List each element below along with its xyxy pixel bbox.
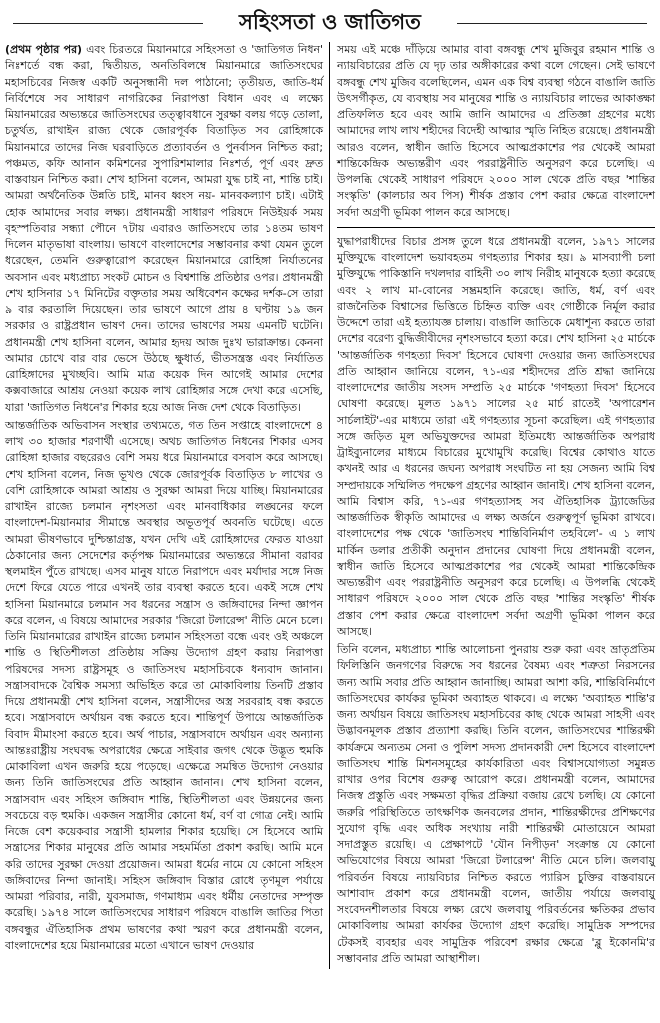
right-paragraph-1: সময় এই মঞ্চে দাঁড়িয়ে আমার বাবা বঙ্গবন্ধু শেখ মুজিবুর রহমান শান্তি ও ন্যায়বিচারের প্রতি যে দৃঢ় তার অঙ্গীকারের কথা বলে গেছেন। সেই ভাষণে বঙ্গবন্ধু শেখ মুজিব বলেছিলেন, এমন এক বিশ্ব ব্যবস্থা গঠনে বাঙালি জাতি উৎসর্গীকৃত, যে ব্যবস্থায় সব মানুষের শান্তি ও ন্যায়বিচার লাভের আকাঙ্ক্ষা প্রতিফলিত হবে এবং আমি জানি আমাদের এ প্রতিজ্ঞা গ্রহণের মধ্যে আমাদের লাখ লাখ শহীদের বিদেহী আত্মার স্মৃতি নিহিত রয়েছে। প্রধানমন্ত্রী আরও বলেন, স্বাধীন জাতি হিসেবে আত্মপ্রকাশের পর থেকেই আমরা শান্তিকেন্দ্রিক অভ্যন্তরীণ এবং পররাষ্ট্রনীতি অনুসরণ করে চলেছি। এ উপলব্ধি থেকেই সাধারণ পরিষদে ২০০০ সাল থেকে প্রতি বছর 'শান্তির সংস্কৃতি' (কালচার অব পিস) শীর্ষক প্রস্তাব পেশ করার ক্ষেত্রে বাংলাদেশ সর্বদা অগ্রণী ভূমিকা পালন করে আসছে।: [337, 43, 655, 219]
headline-rule-left: [13, 23, 203, 24]
continued-from-label: (প্রথম পৃষ্ঠার পর): [5, 43, 83, 56]
left-paragraph-1: [5, 42, 323, 416]
right-column: [337, 42, 655, 969]
left-paragraph-1-text: এবং চিরতরে মিয়ানমারে সহিংসতা ও 'জাতিগত নিধন' নিঃশর্তে বন্ধ করা, দ্বিতীয়ত, অনতিবিলম্বে মিয়ানমারে জাতিসংঘের মহাসচিবের নিজস্ব একটি অনুসন্ধানী দল পাঠানো; তৃতীয়ত, জাতি-ধর্ম নির্বিশেষে সব সাধারণ নাগরিকের নিরাপত্তা বিধান এবং এ লক্ষ্যে মিয়ানমারের অভ্যন্তরে জাতিসংঘের তত্ত্বাবধানে সুরক্ষা বলয় গড়ে তোলা, চতুর্থত, রাখাইন রাজ্য থেকে জোরপূর্বক বিতাড়িত সব রোহিঙ্গাকে মিয়ানমারে তাদের নিজ ঘরবাড়িতে প্রত্যাবর্তন ও পুনর্বাসন নিশ্চিত করা; পঞ্চমত, কফি আনান কমিশনের সুপারিশমালার নিঃশর্ত, পূর্ণ এবং দ্রুত বাস্তবায়ন নিশ্চিত করা। শেখ হাসিনা বলেন, আমরা যুদ্ধ চাই না, শান্তি চাই। আমরা অর্থনৈতিক উন্নতি চাই, মানব ধ্বংস নয়- মানবকল্যাণ চাই। এটাই হোক আমাদের সবার লক্ষ্য। প্রধানমন্ত্রী সাধারণ পরিষদে নিউইয়র্ক সময় বৃহস্পতিবার সন্ধ্যা পৌনে ৭টায় এবারও জাতিসংঘে তার ১৪তম ভাষণ দিলেন মাতৃভাষা বাংলায়। ভাষণে বাংলাদেশের সম্ভাবনার কথা যেমন তুলে ধরেছেন, তেমনি গুরুত্বারোপ করেছেন মিয়ানমারে রোহিঙ্গা নির্যাতনের অবসান এবং মধ্যপ্রাচ্য সংকট মোচন ও বিশ্বশান্তি প্রতিষ্ঠার ওপর। প্রধানমন্ত্রী শেখ হাসিনার ১৭ মিনিটের বক্তৃতার সময় অধিবেশন কক্ষের দর্শক-সে তারা ৯ বার করতালি দিয়েছেন। তার ভাষণে আগে প্রায় ৪ ঘণ্টায় ১৯ জন সরকার ও রাষ্ট্রপ্রধান ভাষণ দেন। তাদের ভাষণের সময় এমনটি ঘটেনি। প্রধানমন্ত্রী শেখ হাসিনা বলেন, আমার হৃদয় আজ দুঃখ ভারাক্রান্ত। কেননা আমার চোখে বার বার ভেসে উঠছে ক্ষুধার্ত, ভীতসন্ত্রস্ত এবং নির্যাতিত রোহিঙ্গাদের মুখচ্ছবি। আমি মাত্র কয়েক দিন আগেই আমার দেশের কক্সবাজারে আশ্রয় নেওয়া কয়েক লাখ রোহিঙ্গার সঙ্গে দেখা করে এসেছি, যারা 'জাতিগত নিধনে'র শিকার হয়ে আজ নিজ দেশ থেকে বিতাড়িত।: [5, 43, 323, 414]
headline-rule-right: [457, 23, 647, 24]
left-paragraph-2: আন্তর্জাতিক অভিবাসন সংস্থার তথ্যমতে, গত তিন সপ্তাহে বাংলাদেশে ৪ লাখ ৩০ হাজার শরণার্থী এসেছে। অথচ জাতিগত নিধনের শিকার এসব রোহিঙ্গা হাজার বছরেরও বেশি সময় ধরে মিয়ানমারে বসবাস করে আসছে। শেখ হাসিনা বলেন, নিজ ভূখণ্ড থেকে জোরপূর্বক বিতাড়িত ৮ লাখের ও বেশি রোহিঙ্গাকে আমরা আশ্রয় ও সুরক্ষা আমরা দিয়ে যাচ্ছি। মিয়ানমারের রাখাইন রাজ্যে চলমান নৃশংসতা এবং মানবাধিকার লঙ্ঘনের ফলে বাংলাদেশ-মিয়ানমার সীমান্তে অবস্থার অভূতপূর্ব অবনতি ঘটেছে। এতে আমরা ভীষণভাবে দুশ্চিন্তাগ্রস্ত, যখন দেখি এই রোহিঙ্গাদের ফেরত যাওয়া ঠেকানোর জন্য সেদেশের কর্তৃপক্ষ মিয়ানমারের অভ্যন্তরে সীমানা বরাবর স্থলমাইন পুঁতে রাখছে। এসব মানুষ যাতে নিরাপদে এবং মর্যাদার সঙ্গে নিজ দেশে ফিরে যেতে পারে এখনই তার ব্যবস্থা করতে হবে। একই সঙ্গে শেখ হাসিনা মিয়ানমারে চলমান সব ধরনের সন্ত্রাস ও জঙ্গিবাদের নিন্দা জ্ঞাপন করে বলেন, এ বিষয়ে আমাদের সরকার 'জিরো টলারেন্স' নীতি মেনে চলে। তিনি মিয়ানমারের রাখাইন রাজ্যে চলমান সহিংসতা বন্ধে এবং ওই অঞ্চলে শান্তি ও স্থিতিশীলতা প্রতিষ্ঠায় সক্রিয় উদ্যোগ গ্রহণ করায় নিরাপত্তা পরিষদের সদস্য রাষ্ট্রসমূহ ও জাতিসংঘ মহাসচিবকে ধন্যবাদ জানান। সন্ত্রাসবাদকে বৈশ্বিক সমস্যা অভিহিত করে তা মোকাবিলায় তিনটি প্রস্তাব দিয়ে প্রধানমন্ত্রী শেখ হাসিনা বলেন, সন্ত্রাসীদের অস্ত্র সরবরাহ বন্ধ করতে হবে। সন্ত্রাসবাদে অর্থায়ন বন্ধ করতে হবে। শান্তিপূর্ণ উপায়ে আন্তর্জাতিক বিবাদ মীমাংসা করতে হবে। অর্থ পাচার, সন্ত্রাসবাদে অর্থায়ন এবং অন্যান্য আন্তঃরাষ্ট্রীয় সংঘবদ্ধ অপরাধের ক্ষেত্রে সাইবার জগৎ থেকে উদ্ভূত হুমকি মোকাবিলা এখন জরুরি হয়ে পড়েছে। এক্ষেত্রে সমন্বিত উদ্যোগ নেওয়ার জন্য তিনি জাতিসংঘের প্রতি আহ্বান জানান। শেখ হাসিনা বলেন, সন্ত্রাসবাদ এবং সহিংস জঙ্গিবাদ শান্তি, স্থিতিশীলতা এবং উন্নয়নের জন্য সবচেয়ে বড় হুমকি। একজন সন্ত্রাসীর কোনো ধর্ম, বর্ণ বা গোত্র নেই। আমি নিজে বেশ কয়েকবার সন্ত্রাসী হামলার শিকার হয়েছি। সে হিসেবে আমি সন্ত্রাসের শিকার মানুষের প্রতি আমার সহমর্মিতা প্রকাশ করছি। আমি মনে করি তাদের সুরক্ষা দেওয়া প্রয়োজন। আমরা ধর্মের নামে যে কোনো সহিংস জঙ্গিবাদের নিন্দা জানাই। সহিংস জঙ্গিবাদ বিস্তার রোধে তৃণমূল পর্যায়ে আমরা পরিবার, নারী, যুবসমাজ, গণমাধ্যম এবং ধর্মীয় নেতাদের সম্পৃক্ত করেছি। ১৯৭৪ সালে জাতিসংঘের সাধারণ পরিষদে বাঙালি জাতির পিতা বঙ্গবন্ধুর ঐতিহাসিক প্রথম ভাষণের কথা স্মরণ করে প্রধানমন্ত্রী বলেন, বাংলাদেশের হয়ে মিয়ানমারের মতো এখানে ভাষণ দেওয়ার: [5, 418, 323, 952]
headline-bar: [5, 6, 655, 40]
right-paragraph-2: যুদ্ধাপরাধীদের বিচার প্রসঙ্গ তুলে ধরে প্রধানমন্ত্রী বলেন, ১৯৭১ সালের মুক্তিযুদ্ধে বাংলাদেশ ভয়াবহতম গণহত্যার শিকার হয়। ৯ মাসব্যাপী চলা মুক্তিযুদ্ধে পাকিস্তানি দখলদার বাহিনী ৩০ লাখ নিরীহ মানুষকে হত্যা করেছে এবং ২ লাখ মা-বোনের সম্ভ্রমহানি করেছে। জাতি, ধর্ম, বর্ণ এবং রাজনৈতিক বিশ্বাসের ভিত্তিতে চিহ্নিত ব্যক্তি এবং গোষ্ঠীকে নির্মূল করার উদ্দেশে তারা এই হত্যাযজ্ঞ চালায়। বাঙালি জাতিকে মেধাশূন্য করতে তারা দেশের বরেণ্য বুদ্ধিজীবীদের নৃশংসভাবে হত্যা করে। শেখ হাসিনা ২৫ মার্চকে 'আন্তর্জাতিক গণহত্যা দিবস' হিসেবে ঘোষণা দেওয়ার জন্য জাতিসংঘের প্রতি আহ্বান জানিয়ে বলেন, ৭১-এর শহীদদের প্রতি শ্রদ্ধা জানিয়ে বাংলাদেশের জাতীয় সংসদ সম্প্রতি ২৫ মার্চকে 'গণহত্যা দিবস' হিসেবে ঘোষণা করেছে। মূলত ১৯৭১ সালের ২৫ মার্চ রাতেই 'অপারেশন সার্চলাইট'-এর মাধ্যমে তারা এই গণহত্যার সূচনা করেছিল। এই গণহত্যার সঙ্গে জড়িত মূল অভিযুক্তদের আমরা ইতিমধ্যে আন্তর্জাতিক অপরাধ ট্রাইব্যুনালের মাধ্যমে বিচারের মুখোমুখি করেছি। বিশ্বের কোথাও যাতে কখনই আর এ ধরনের জঘন্য অপরাধ সংঘটিত না হয় সেজন্য আমি বিশ্ব সম্প্রদায়কে সম্মিলিত পদক্ষেপ গ্রহণের আহ্বান জানাই। শেখ হাসিনা বলেন, আমি বিশ্বাস করি, ৭১-এর গণহত্যাসহ সব ঐতিহাসিক ট্র্যাজেডির আন্তর্জাতিক স্বীকৃতি আমাদের এ লক্ষ্য অর্জনে গুরুত্বপূর্ণ ভূমিকা রাখবে। বাংলাদেশের পক্ষ থেকে 'জাতিসংঘ শান্তিবিনির্মাণ তহবিলে'- এ ১ লাখ মার্কিন ডলার প্রতীকী অনুদান প্রদানের ঘোষণা দিয়ে প্রধানমন্ত্রী বলেন, স্বাধীন জাতি হিসেবে আত্মপ্রকাশের পর থেকেই আমরা শান্তিকেন্দ্রিক অভ্যন্তরীণ এবং পররাষ্ট্রনীতি অনুসরণ করে চলেছি। এ উপলব্ধি থেকেই সাধারণ পরিষদে ২০০০ সাল থেকে প্রতি বছর 'শান্তির সংস্কৃতি' শীর্ষক প্রস্তাব পেশ করার ক্ষেত্রে বাংলাদেশ সর্বদা অগ্রণী ভূমিকা পালন করে আসছে।: [337, 234, 655, 638]
article-columns: [5, 42, 655, 969]
page-headline: সহিংসতা ও জাতিগত: [229, 6, 431, 41]
right-paragraph-3: তিনি বলেন, মধ্যপ্রাচ্য শান্তি আলোচনা পুনরায় শুরু করা এবং ভ্রাতৃপ্রতিম ফিলিস্তিনি জনগণের বিরুদ্ধে সব ধরনের বৈষম্য এবং শত্রুতা নিরসনের জন্য আমি সবার প্রতি আহ্বান জানাচ্ছি। আমরা আশা করি, শান্তিবিনির্মাণে জাতিসংঘের কার্যকর ভূমিকা অব্যাহত থাকবে। এ লক্ষ্যে 'অব্যাহত শান্তি'র জন্য অর্থায়ন বিষয়ে জাতিসংঘ মহাসচিবের কাছ থেকে আমরা সাহসী এবং উদ্ভাবনমূলক প্রস্তাব প্রত্যাশা করছি। তিনি বলেন, জাতিসংঘের শান্তিরক্ষী কার্যক্রমে অন্যতম সেনা ও পুলিশ সদস্য প্রদানকারী দেশ হিসেবে বাংলাদেশ জাতিসংঘ শান্তি মিশনসমূহের কার্যকারিতা এবং বিশ্বাসযোগ্যতা সমুন্নত রাখার ওপর বিশেষ গুরুত্ব আরোপ করে। প্রধানমন্ত্রী বলেন, আমাদের নিজস্ব প্রস্তুতি এবং সক্ষমতা বৃদ্ধির প্রক্রিয়া বজায় রেখে চলছি। যে কোনো জরুরি পরিস্থিতিতে তাৎক্ষণিক জনবলের প্রদান, শান্তিরক্ষীদের প্রশিক্ষণের সুযোগ বৃদ্ধি এবং অধিক সংখ্যায় নারী শান্তিরক্ষী মোতায়েনে আমরা সদাপ্রস্তুত রয়েছি। এ প্রেক্ষাপটে 'যৌন নিপীড়ন' সংক্রান্ত যে কোনো অভিযোগের বিষয়ে আমরা 'জিরো টলারেন্স' নীতি মেনে চলি। জলবায়ু পরিবর্তন বিষয়ে ন্যায়বিচার নিশ্চিত করতে প্যারিস চুক্তির বাস্তবায়নে আশাবাদ প্রকাশ করে প্রধানমন্ত্রী বলেন, জাতীয় পর্যায়ে জলবায়ু সংবেদনশীলতার বিষয়ে লক্ষ্য রেখে জলবায়ু পরিবর্তনের ক্ষতিকর প্রভাব মোকাবিলায় আমরা কার্যকর উদ্যোগ গ্রহণ করেছি। সামুদ্রিক সম্পদের টেকসই ব্যবহার এবং সামুদ্রিক পরিবেশ রক্ষার ক্ষেত্রে 'ব্লু ইকোনমি'র সম্ভাবনার প্রতি আমরা আস্থাশীল।: [337, 643, 655, 965]
left-column: [5, 42, 330, 969]
section-divider: [337, 227, 655, 228]
